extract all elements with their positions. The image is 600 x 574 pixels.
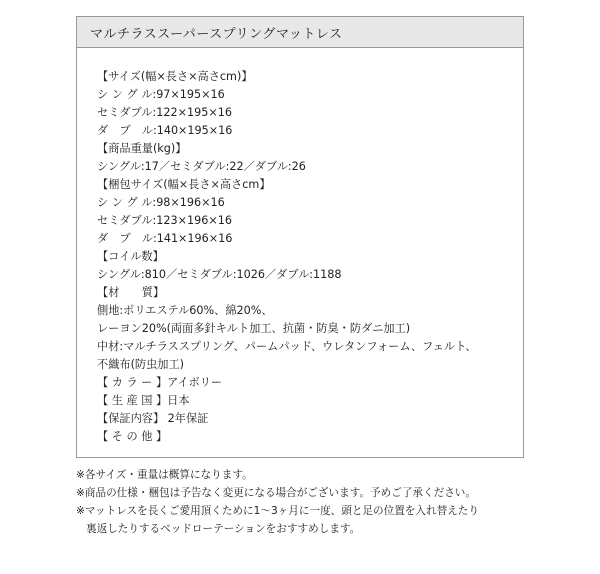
weight-values: シングル:17／セミダブル:22／ダブル:26 [97, 160, 306, 173]
product-title: マルチラススーパースプリングマットレス [90, 26, 343, 42]
spec-header [77, 17, 523, 48]
note-rotation-line-1: ※マットレスを長くご愛用頂くために1～3ヶ月に一度、頭と足の位置を入れ替えたり [76, 505, 479, 517]
note-spec-change: ※商品の仕様・梱包は予告なく変更になる場合がございます。予めご了承ください。 [76, 487, 476, 499]
note-approximate: ※各サイズ・重量は概算になります。 [76, 469, 253, 481]
coil-values: シングル:810／セミダブル:1026／ダブル:1188 [97, 268, 342, 281]
size-semi-double: セミダブル:122×195×16 [97, 106, 232, 119]
material-cover-line-1: 側地:ポリエステル60%、綿20%、 [97, 304, 273, 317]
coil-heading: 【コイル数】 [97, 250, 164, 263]
notes [76, 466, 596, 538]
other-line: 【 そ の 他 】 [97, 430, 168, 443]
material-filling-line-2: 不織布(防虫加工) [97, 358, 185, 371]
size-heading: 【サイズ(幅×長さ×高さcm)】 [97, 70, 253, 83]
package-size-semi-double: セミダブル:123×196×16 [97, 214, 232, 227]
package-size-single: シ ン グ ル:98×196×16 [97, 196, 225, 209]
size-double: ダ ブ ル:140×195×16 [97, 124, 233, 137]
material-filling-line-1: 中材:マルチラススプリング、パームパッド、ウレタンフォーム、フェルト、 [97, 340, 477, 353]
package-size-double: ダ ブ ル:141×196×16 [97, 232, 233, 245]
package-size-heading: 【梱包サイズ(幅×長さ×高さcm】 [97, 178, 271, 191]
country-line: 【 生 産 国 】日本 [97, 394, 190, 407]
size-single: シ ン グ ル:97×195×16 [97, 88, 225, 101]
spec-box [76, 16, 524, 458]
color-line: 【 カ ラ ー 】アイボリー [97, 376, 223, 389]
material-cover-line-2: レーヨン20%(両面多針キルト加工、抗菌・防臭・防ダニ加工) [97, 322, 411, 335]
note-rotation-line-2: 裏返したりするベッドローテーションをおすすめします。 [86, 523, 361, 535]
material-heading: 【材 質】 [97, 286, 165, 299]
spec-body [77, 48, 523, 446]
warranty-line: 【保証内容】 2年保証 [97, 412, 209, 425]
weight-heading: 【商品重量(kg)】 [97, 142, 187, 155]
